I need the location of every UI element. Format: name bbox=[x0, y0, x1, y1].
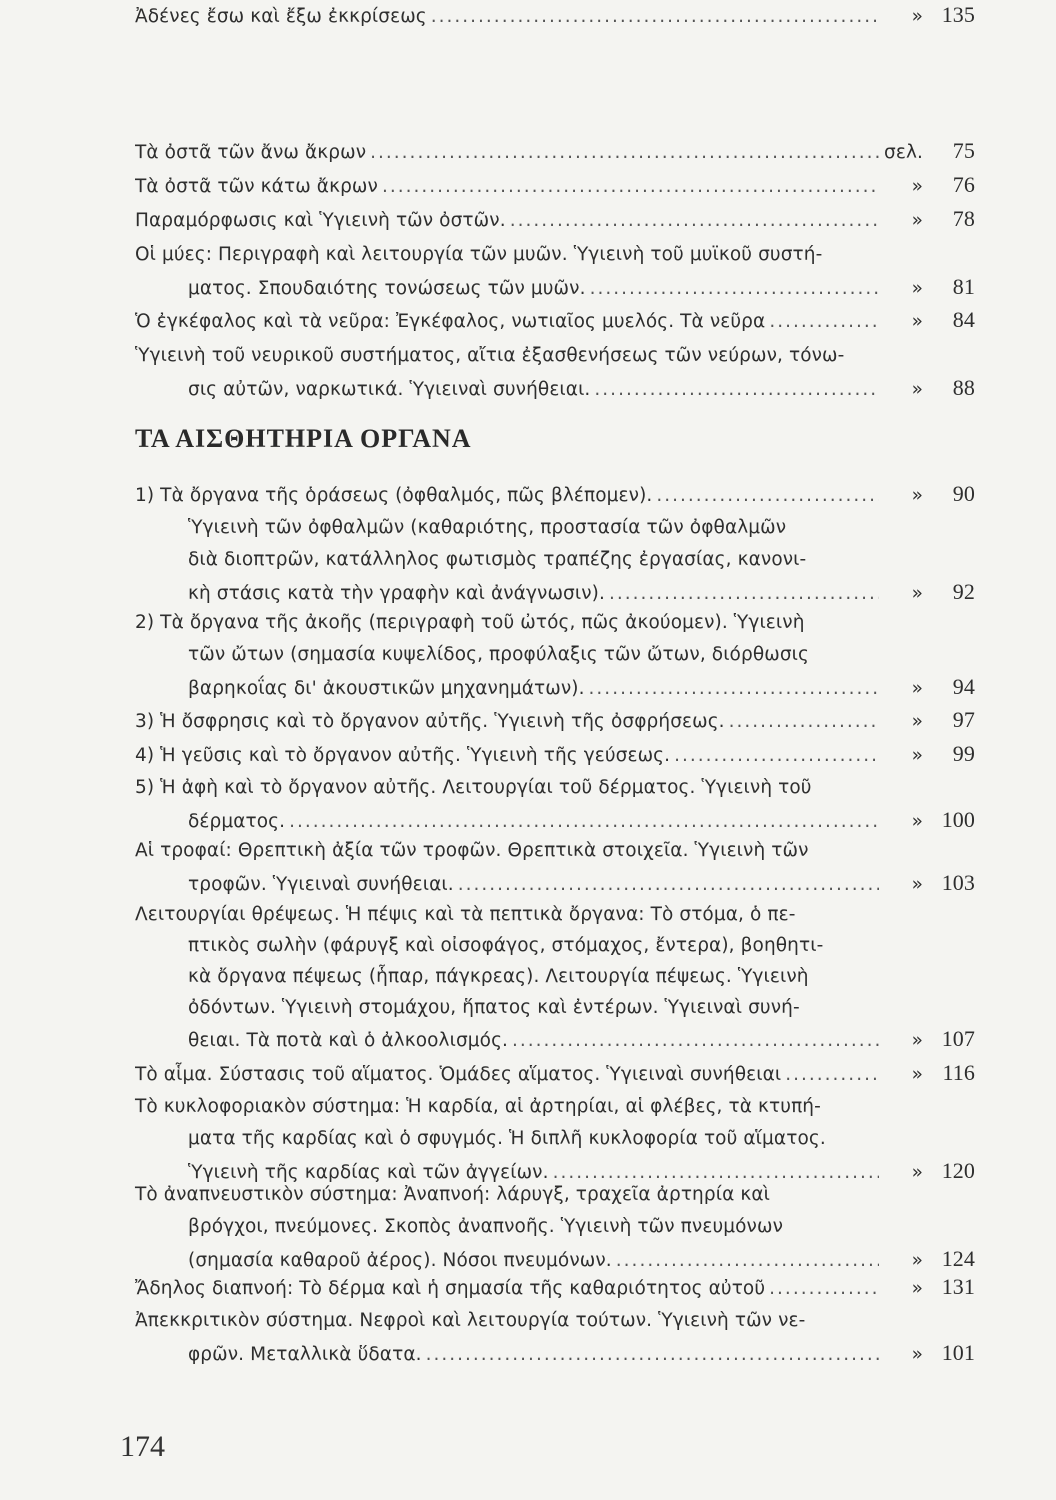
toc-entry-line bbox=[188, 1124, 826, 1154]
toc-page-ref: 90 bbox=[952, 481, 975, 506]
toc-entry-text: Τὰ ὀστᾶ τῶν ἄνω ἄκρων bbox=[135, 142, 367, 163]
toc-entry-text: Ὑγιεινὴ τῆς καρδίας καὶ τῶν ἀγγείων. bbox=[188, 1162, 549, 1183]
toc-entry-text: ματα τῆς καρδίας καὶ ὁ σφυγμός. Ἡ διπλῆ κυκλοφορία τοῦ αἵματος. bbox=[188, 1128, 826, 1149]
toc-entry-line bbox=[188, 272, 975, 302]
dot-leader bbox=[674, 741, 879, 769]
toc-page-ref: 88 bbox=[952, 375, 975, 400]
toc-page-ref: 100 bbox=[941, 807, 975, 832]
toc-entry-line bbox=[188, 1212, 783, 1242]
toc-entry-line bbox=[135, 479, 975, 509]
ditto-mark: σελ. bbox=[884, 142, 923, 163]
toc-page-ref: 107 bbox=[941, 1026, 975, 1051]
dot-leader bbox=[594, 375, 879, 403]
toc-page-ref: 81 bbox=[952, 274, 975, 299]
toc-entry-text: 5) Ἡ ἀφὴ καὶ τὸ ὄργανον αὐτῆς. Λειτουργίαι τοῦ δέρματος. Ὑγιεινὴ τοῦ bbox=[135, 777, 812, 798]
toc-entry-line bbox=[188, 545, 806, 575]
dot-leader bbox=[785, 1060, 879, 1088]
toc-entry-text: θειαι. Τὰ ποτὰ καὶ ὁ ἀλκοολισμός. bbox=[188, 1030, 509, 1051]
toc-entry-text: κὰ ὄργανα πέψεως (ἧπαρ, πάγκρεας). Λειτουργία πέψεως. Ὑγιεινὴ bbox=[188, 966, 809, 987]
page-number: 174 bbox=[120, 1430, 165, 1463]
toc-entry-text: Τὰ ὀστᾶ τῶν κάτω ἄκρων bbox=[135, 176, 378, 197]
ditto-mark: » bbox=[911, 176, 923, 197]
toc-entry-line bbox=[188, 1244, 975, 1274]
toc-entry-line bbox=[188, 577, 975, 607]
toc-entry-line bbox=[188, 640, 809, 670]
dot-leader bbox=[609, 579, 879, 607]
toc-page-ref: 78 bbox=[952, 206, 975, 231]
toc-entry-text: 1) Τὰ ὄργανα τῆς ὁράσεως (ὀφθαλμός, πῶς βλέπομεν). bbox=[135, 485, 653, 506]
ditto-mark: » bbox=[911, 711, 923, 732]
toc-entry-line bbox=[135, 705, 975, 735]
toc-entry-line bbox=[135, 341, 844, 371]
dot-leader bbox=[370, 138, 879, 166]
toc-entry-text: ὀδόντων. Ὑγιεινὴ στομάχου, ἥπατος καὶ ἐντέρων. Ὑγιειναὶ συνή- bbox=[188, 997, 800, 1018]
toc-entry-line bbox=[188, 1338, 975, 1368]
toc-entry-text: φρῶν. Μεταλλικὰ ὕδατα. bbox=[188, 1344, 422, 1365]
toc-entry-line bbox=[135, 608, 805, 638]
toc-entry-text: Παραμόρφωσις καὶ Ὑγιεινὴ τῶν ὀστῶν. bbox=[135, 210, 506, 231]
toc-page-ref: 76 bbox=[952, 172, 975, 197]
ditto-mark: » bbox=[911, 874, 923, 895]
dot-leader bbox=[729, 707, 879, 735]
toc-page-ref: 131 bbox=[941, 1274, 975, 1299]
dot-leader bbox=[589, 674, 879, 702]
toc-page-ref: 84 bbox=[952, 307, 975, 332]
toc-entry-line bbox=[135, 1058, 975, 1088]
toc-entry-text: διὰ διοπτρῶν, κατάλληλος φωτισμὸς τραπέζης ἐργασίας, κανονι- bbox=[188, 549, 807, 570]
dot-leader bbox=[616, 1246, 879, 1274]
toc-entry-line bbox=[135, 836, 809, 866]
toc-entry-line bbox=[135, 170, 975, 200]
ditto-mark: » bbox=[911, 1344, 923, 1365]
toc-entry-line bbox=[135, 0, 975, 30]
toc-entry-line bbox=[188, 805, 975, 835]
toc-entry-line bbox=[188, 868, 975, 898]
toc-page-ref: 97 bbox=[952, 707, 975, 732]
toc-entry-text: σις αὐτῶν, ναρκωτικά. Ὑγιειναὶ συνήθειαι. bbox=[188, 379, 591, 400]
toc-entry-text: Αἱ τροφαί: Θρεπτικὴ ἀξία τῶν τροφῶν. Θρεπτικὰ στοιχεῖα. Ὑγιεινὴ τῶν bbox=[135, 840, 809, 861]
toc-page-ref: 120 bbox=[941, 1158, 975, 1183]
toc-entry-line bbox=[188, 962, 809, 992]
toc-entry-text: Τὸ αἷμα. Σύστασις τοῦ αἵματος. Ὁμάδες αἵματος. Ὑγιειναὶ συνήθειαι bbox=[135, 1064, 782, 1085]
dot-leader bbox=[426, 1340, 879, 1368]
toc-entry-text: Οἱ μύες: Περιγραφὴ καὶ λειτουργία τῶν μυῶν. Ὑγιεινὴ τοῦ μυϊκοῦ συστή- bbox=[135, 244, 823, 265]
ditto-mark: » bbox=[911, 278, 923, 299]
ditto-mark: » bbox=[911, 1250, 923, 1271]
toc-entry-line bbox=[135, 1092, 821, 1122]
toc-page-ref: 101 bbox=[941, 1340, 975, 1365]
toc-entry-text: τῶν ὤτων (σημασία κυψελίδος, προφύλαξις τῶν ὤτων, διόρθωσις bbox=[188, 644, 809, 665]
toc-entry-text: πτικὸς σωλὴν (φάρυγξ καὶ οἰσοφάγος, στόμαχος, ἔντερα), βοηθητι- bbox=[188, 935, 824, 956]
toc-entry-line bbox=[135, 900, 796, 930]
toc-entry-line bbox=[188, 1024, 975, 1054]
dot-leader bbox=[769, 307, 879, 335]
toc-entry-line bbox=[135, 1306, 805, 1336]
toc-entry-text: βαρηκοΐας δι' ἀκουστικῶν μηχανημάτων). bbox=[188, 678, 585, 699]
toc-entry-line bbox=[135, 240, 822, 270]
ditto-mark: » bbox=[911, 1162, 923, 1183]
toc-entry-line bbox=[135, 204, 975, 234]
dot-leader bbox=[431, 2, 879, 30]
toc-entry-text: Ἀδένες ἔσω καὶ ἔξω ἐκκρίσεως bbox=[135, 6, 427, 27]
toc-page-ref: 135 bbox=[941, 2, 975, 27]
toc-entry-line bbox=[188, 513, 786, 543]
toc-page-ref: 116 bbox=[942, 1060, 975, 1085]
toc-entry-text: 3) Ἡ ὄσφρησις καὶ τὸ ὄργανον αὐτῆς. Ὑγιεινὴ τῆς ὀσφρήσεως. bbox=[135, 711, 725, 732]
toc-entry-line bbox=[135, 739, 975, 769]
toc-entry-text: 4) Ἡ γεῦσις καὶ τὸ ὄργανον αὐτῆς. Ὑγιεινὴ τῆς γεύσεως. bbox=[135, 745, 671, 766]
toc-entry-text: Ὁ ἐγκέφαλος καὶ τὰ νεῦρα: Ἐγκέφαλος, νωτιαῖος μυελός. Τὰ νεῦρα bbox=[135, 311, 766, 332]
toc-entry-text: τροφῶν. Ὑγιειναὶ συνήθειαι. bbox=[188, 874, 454, 895]
ditto-mark: » bbox=[911, 379, 923, 400]
ditto-mark: » bbox=[911, 311, 923, 332]
toc-page-ref: 75 bbox=[952, 138, 975, 163]
toc-entry-line bbox=[135, 773, 812, 803]
section-title: ΤΑ ΑΙΣΘΗΤΗΡΙΑ ΟΡΓΑΝΑ bbox=[135, 424, 472, 453]
ditto-mark: » bbox=[911, 210, 923, 231]
toc-entry-text: βρόγχοι, πνεύμονες. Σκοπὸς ἀναπνοῆς. Ὑγιεινὴ τῶν πνευμόνων bbox=[188, 1216, 783, 1237]
dot-leader bbox=[458, 870, 879, 898]
toc-entry-text: Τὸ ἀναπνευστικὸν σύστημα: Ἀναπνοή: λάρυγξ, τραχεῖα ἀρτηρία καὶ bbox=[135, 1184, 771, 1205]
toc-entry-text: κὴ στάσις κατὰ τὴν γραφὴν καὶ ἀνάγνωσιν). bbox=[188, 583, 605, 604]
toc-entry-line bbox=[188, 993, 800, 1023]
dot-leader bbox=[590, 274, 879, 302]
toc-entry-line bbox=[188, 672, 975, 702]
dot-leader bbox=[769, 1274, 879, 1302]
ditto-mark: » bbox=[911, 745, 923, 766]
toc-entry-line bbox=[135, 1272, 975, 1302]
toc-entry-text: Τὸ κυκλοφοριακὸν σύστημα: Ἡ καρδία, αἱ ἀρτηρίαι, αἱ φλέβες, τὰ κτυπή- bbox=[135, 1096, 821, 1117]
ditto-mark: » bbox=[911, 1064, 923, 1085]
toc-page-ref: 99 bbox=[952, 741, 975, 766]
toc-page-ref: 124 bbox=[941, 1246, 975, 1271]
dot-leader bbox=[382, 172, 879, 200]
toc-page-ref: 94 bbox=[952, 674, 975, 699]
toc-entry-line bbox=[135, 1180, 770, 1210]
toc-entry-line bbox=[135, 136, 975, 166]
toc-entry-text: Ἀπεκκριτικὸν σύστημα. Νεφροὶ καὶ λειτουργία τούτων. Ὑγιεινὴ τῶν νε- bbox=[135, 1310, 806, 1331]
toc-entry-line bbox=[135, 305, 975, 335]
toc-entry-text: Λειτουργίαι θρέψεως. Ἡ πέψις καὶ τὰ πεπτικὰ ὄργανα: Τὸ στόμα, ὁ πε- bbox=[135, 904, 796, 925]
ditto-mark: » bbox=[911, 678, 923, 699]
dot-leader bbox=[289, 807, 879, 835]
dot-leader bbox=[656, 481, 879, 509]
toc-entry-text: Ὑγιεινὴ τῶν ὀφθαλμῶν (καθαριότης, προστασία τῶν ὀφθαλμῶν bbox=[188, 517, 787, 538]
ditto-mark: » bbox=[911, 583, 923, 604]
ditto-mark: » bbox=[911, 1278, 923, 1299]
dot-leader bbox=[510, 206, 879, 234]
toc-entry-text: ματος. Σπουδαιότης τονώσεως τῶν μυῶν. bbox=[188, 278, 586, 299]
ditto-mark: » bbox=[911, 6, 923, 27]
toc-page-ref: 103 bbox=[941, 870, 975, 895]
toc-entry-text: 2) Τὰ ὄργανα τῆς ἀκοῆς (περιγραφὴ τοῦ ὠτός, πῶς ἀκούομεν). Ὑγιεινὴ bbox=[135, 612, 805, 633]
toc-entry-line bbox=[188, 373, 975, 403]
toc-entry-line bbox=[188, 931, 823, 961]
toc-page-ref: 92 bbox=[952, 579, 975, 604]
ditto-mark: » bbox=[911, 811, 923, 832]
ditto-mark: » bbox=[911, 485, 923, 506]
toc-entry-text: Ἄδηλος διαπνοή: Τὸ δέρμα καὶ ἡ σημασία τῆς καθαριότητος αὐτοῦ bbox=[135, 1278, 766, 1299]
toc-entry-text: δέρματος. bbox=[188, 811, 286, 832]
ditto-mark: » bbox=[911, 1030, 923, 1051]
dot-leader bbox=[512, 1026, 879, 1054]
toc-entry-text: Ὑγιεινὴ τοῦ νευρικοῦ συστήματος, αἴτια ἐξασθενήσεως τῶν νεύρων, τόνω- bbox=[135, 345, 845, 366]
toc-entry-text: (σημασία καθαροῦ ἀέρος). Νόσοι πνευμόνων. bbox=[188, 1250, 612, 1271]
